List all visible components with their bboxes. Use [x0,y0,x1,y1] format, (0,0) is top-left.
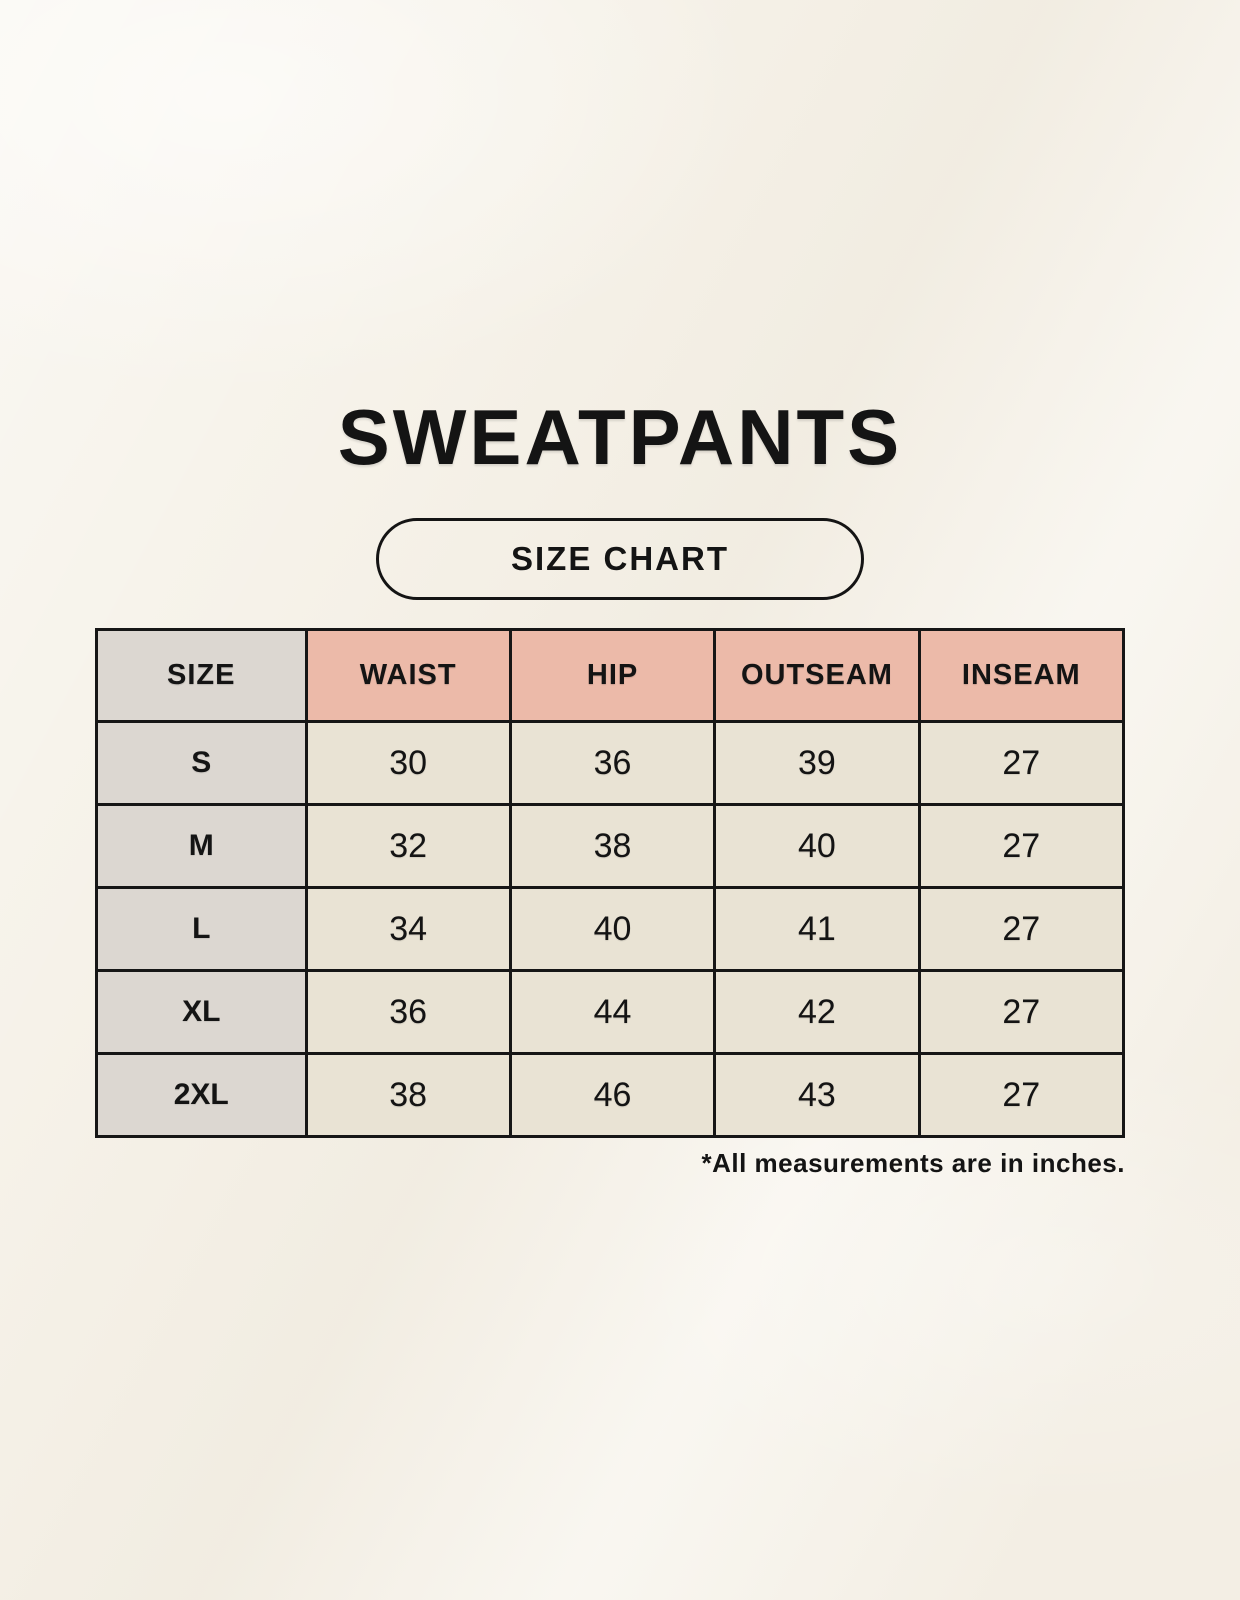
size-chart-badge [376,518,864,600]
value-cell: 30 [306,722,510,805]
size-cell: S [97,722,307,805]
measurements-footnote: *All measurements are in inches. [701,1148,1125,1178]
header-cell-outseam: OUTSEAM [715,630,919,722]
size-cell: XL [97,971,307,1054]
value-cell: 40 [510,888,714,971]
page-title: SWEATPANTS [337,393,903,481]
size-cell: L [97,888,307,971]
value-cell: 27 [919,971,1123,1054]
value-cell: 27 [919,722,1123,805]
header-cell-waist: WAIST [306,630,510,722]
table-row-l [97,888,1124,971]
value-cell: 44 [510,971,714,1054]
table-row-s [97,722,1124,805]
value-cell: 46 [510,1054,714,1137]
table-row-m [97,805,1124,888]
value-cell: 40 [715,805,919,888]
value-cell: 38 [306,1054,510,1137]
header-cell-hip: HIP [510,630,714,722]
value-cell: 27 [919,1054,1123,1137]
value-cell: 39 [715,722,919,805]
value-cell: 36 [510,722,714,805]
header-cell-size: SIZE [97,630,307,722]
table-row-2xl [97,1054,1124,1137]
value-cell: 34 [306,888,510,971]
value-cell: 41 [715,888,919,971]
header-cell-inseam: INSEAM [919,630,1123,722]
value-cell: 32 [306,805,510,888]
value-cell: 27 [919,888,1123,971]
size-chart-table [95,628,1125,1138]
value-cell: 36 [306,971,510,1054]
value-cell: 27 [919,805,1123,888]
value-cell: 38 [510,805,714,888]
table-header-row [97,630,1124,722]
size-cell: 2XL [97,1054,307,1137]
value-cell: 43 [715,1054,919,1137]
size-cell: M [97,805,307,888]
size-chart-badge-label: SIZE CHART [511,540,729,577]
table-row-xl [97,971,1124,1054]
value-cell: 42 [715,971,919,1054]
